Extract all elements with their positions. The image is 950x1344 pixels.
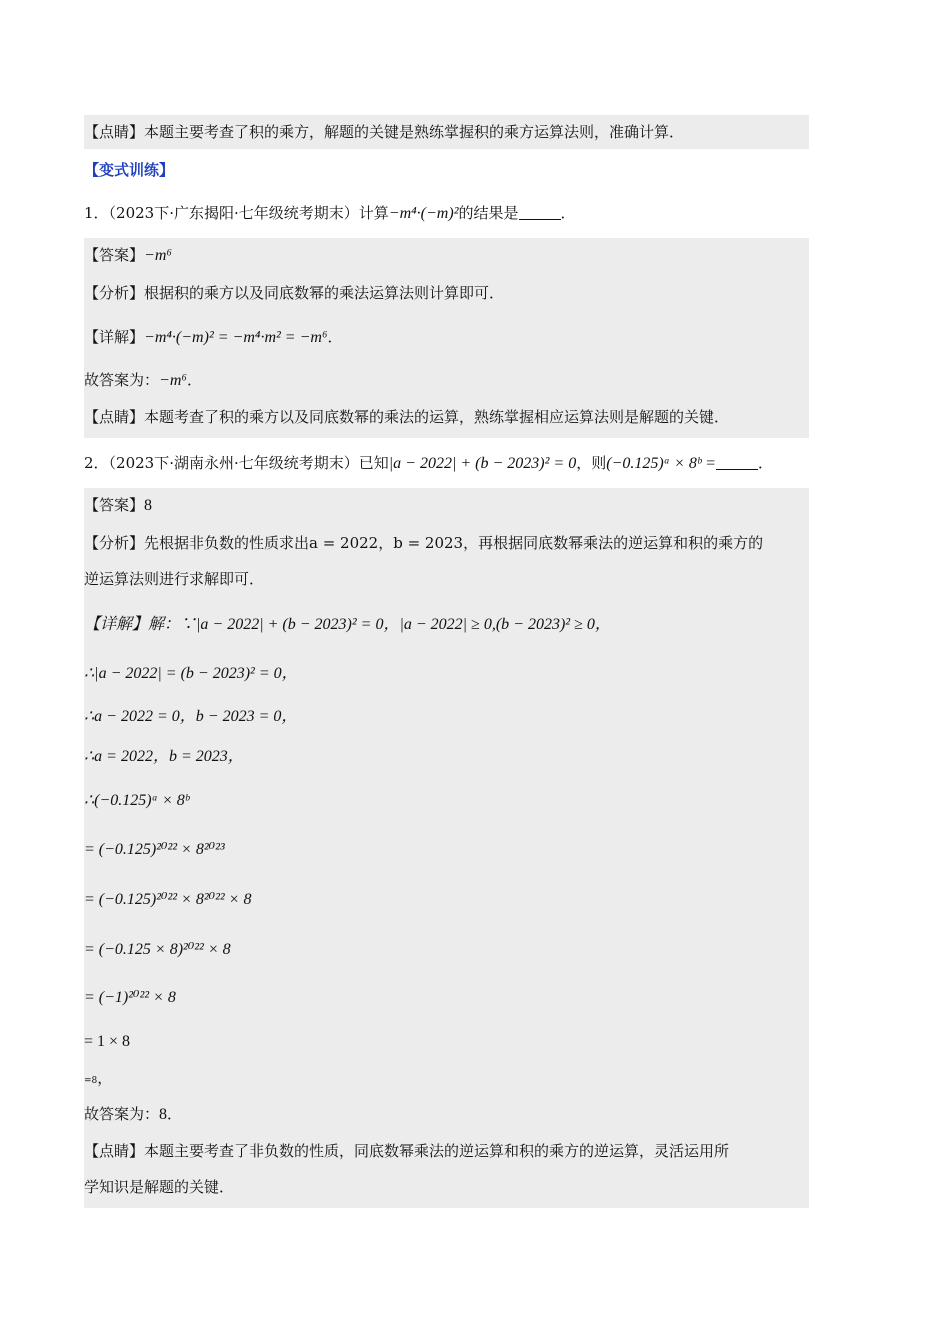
q2-note-line-2 [84, 1170, 809, 1208]
q2-prefix: 2．（2023下·湖南永州·七年级统考期末）已知 [84, 454, 389, 472]
q2-note-text-2: 学知识是解题的关键． [84, 1178, 235, 1196]
q2-analysis-line-1 [84, 526, 809, 562]
top-note-text: 【点睛】本题主要考查了积的乘方，解题的关键是熟练掌握积的乘方运算法则，准确计算． [84, 123, 685, 141]
q2-step-text: = (−0.125 × 8)²⁰²² × 8 [84, 941, 231, 958]
q2-step-text: = (−0.125)²⁰²² × 8²⁰²² × 8 [84, 891, 252, 908]
q2-conclusion-end: ． [167, 1105, 183, 1123]
q2-step-text: =8 [84, 1076, 98, 1086]
q2-step [84, 696, 809, 736]
q2-answer-blank [716, 455, 758, 470]
q2-mid: ，则 [576, 454, 607, 472]
q2-step [84, 974, 809, 1020]
q1-answer-label: 【答案】 [84, 246, 145, 264]
q1-detail-label: 【详解】 [84, 328, 145, 346]
q2-step-text: ∴(−0.125)ᵃ × 8ᵇ [84, 792, 190, 809]
q1-prefix: 1．（2023下·广东揭阳·七年级统考期末）计算 [84, 204, 389, 222]
q1-analysis [84, 276, 809, 314]
q1-answer-value: −m⁶ [144, 247, 172, 264]
q2-step [84, 1020, 809, 1062]
q2-analysis-text-1: 【分析】先根据非负数的性质求出a = 2022，b = 2023，再根据同底数幂乘法的逆运算和积的乘方的 [84, 534, 764, 552]
q2-end: ． [757, 454, 773, 472]
q2-analysis-text-2: 逆运算法则进行求解即可． [84, 570, 265, 588]
q2-step [84, 598, 809, 650]
q2-conclusion-label: 故答案为： [84, 1105, 160, 1123]
q1-answer-blank [519, 205, 561, 220]
q2-step-text: ∴|a − 2022| = (b − 2023)² = 0， [84, 665, 298, 682]
q2-step-text: = 1 × 8 [84, 1033, 131, 1050]
q2-step-text: = (−0.125)²⁰²² × 8²⁰²³ [84, 841, 225, 858]
q2-step-text: 【详解】解：∵|a − 2022| + (b − 2023)² = 0，|a − 2022| ≥ 0,(b − 2023)² ≥ 0， [84, 616, 611, 633]
q1-detail-expression: −m⁴·(−m)² = −m⁴·m² = −m⁶ [144, 329, 328, 346]
q2-step [84, 776, 809, 824]
q1-conclusion-end: ． [186, 371, 202, 389]
q2-analysis-line-2 [84, 562, 809, 598]
q2-answer-value: 8 [144, 497, 153, 514]
q2-step [84, 650, 809, 696]
q2-step-text: = (−1)²⁰²² × 8 [84, 989, 176, 1006]
q2-step-comma: ， [97, 1069, 113, 1087]
q2-step [84, 736, 809, 776]
q1-expression: −m⁴·(−m)² [388, 205, 459, 222]
section-title-text: 【变式训练】 [84, 161, 175, 179]
q1-detail [84, 314, 809, 360]
q2-step-text: ∴a = 2022，b = 2023， [84, 748, 244, 765]
q1-conclusion [84, 360, 809, 400]
q1-conclusion-label: 故答案为： [84, 371, 160, 389]
q2-step [84, 1062, 809, 1094]
q2-conclusion [84, 1094, 809, 1134]
q2-answer [84, 488, 809, 526]
q2-question [84, 444, 809, 482]
q2-step [84, 874, 809, 924]
q1-suffix: 的结果是 [458, 204, 519, 222]
q1-end: ． [560, 204, 576, 222]
q2-note-text-1: 【点睛】本题主要考查了非负数的性质，同底数幂乘法的逆运算和积的乘方的逆运算，灵活运用所 [84, 1142, 730, 1160]
q2-target: (−0.125)ᵃ × 8ᵇ = [606, 455, 716, 472]
top-note [84, 115, 809, 149]
q2-step [84, 924, 809, 974]
q2-answer-label: 【答案】 [84, 496, 145, 514]
section-title [84, 153, 809, 187]
q1-note-text: 【点睛】本题考查了积的乘方以及同底数幂的乘法的运算，熟练掌握相应运算法则是解题的关键． [84, 408, 730, 426]
q1-conclusion-value: −m⁶ [159, 372, 187, 389]
q1-note [84, 400, 809, 438]
q1-detail-end: ． [327, 328, 343, 346]
q1-question [84, 196, 809, 230]
q2-step-text: ∴a − 2022 = 0，b − 2023 = 0， [84, 708, 298, 725]
q1-answer [84, 238, 809, 276]
q2-conclusion-value: 8 [159, 1106, 168, 1123]
q1-analysis-text: 【分析】根据积的乘方以及同底数幂的乘法运算法则计算即可． [84, 284, 505, 302]
q2-note-line-1 [84, 1134, 809, 1170]
q2-condition: |a − 2022| + (b − 2023)² = 0 [388, 455, 577, 472]
q2-step [84, 824, 809, 874]
